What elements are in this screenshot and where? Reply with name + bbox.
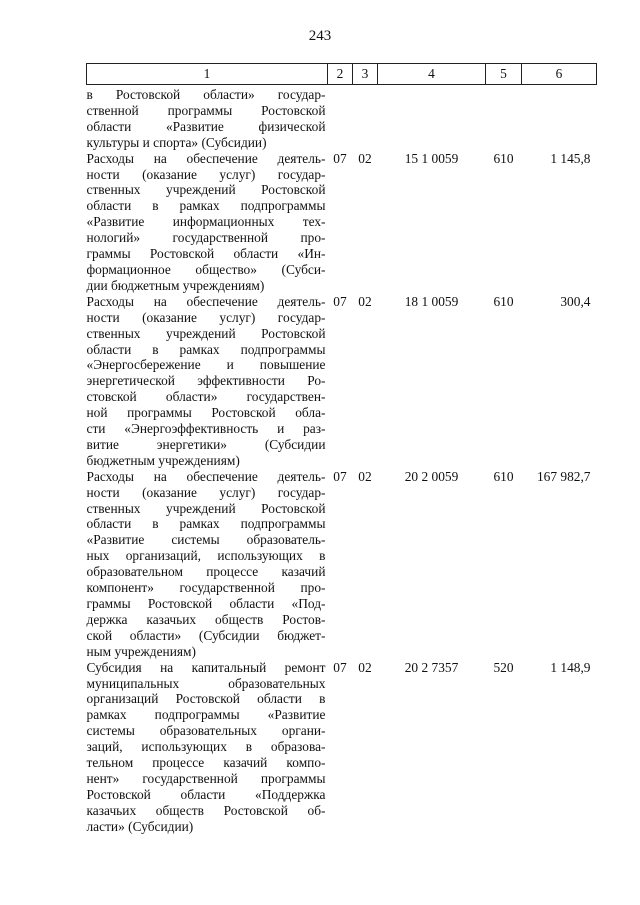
description-line: ской области» (Субсидии бюджет- <box>86 627 326 643</box>
amount: 1 145,8 <box>550 150 591 166</box>
expense-type-code: 610 <box>493 150 514 166</box>
column-header-2: 2 <box>328 64 353 85</box>
description-line: витие энергетики» (Субсидии <box>86 436 326 452</box>
table-body <box>87 85 597 835</box>
description-line: казачьих обществ Ростовской об- <box>86 802 326 818</box>
subsection-code: 02 <box>358 150 372 166</box>
target-item-code <box>378 85 486 151</box>
table-row <box>87 469 597 660</box>
amount: 1 148,9 <box>550 659 591 675</box>
description-line: Ростовской области «Поддержка <box>86 786 326 802</box>
row-description <box>87 85 328 151</box>
subsection-code: 02 <box>358 468 372 484</box>
expense-type-code <box>486 85 522 151</box>
subsection-code: 02 <box>358 659 372 675</box>
description-line: Расходы на обеспечение деятель- <box>86 293 326 309</box>
section-code: 07 <box>333 293 347 309</box>
description-line: заций, использующих в образова- <box>86 739 326 755</box>
subsection-code <box>353 85 378 151</box>
target-item-code: 20 2 0059 <box>404 468 459 484</box>
description-line: стовской области» государствен- <box>86 389 326 405</box>
column-header-4: 4 <box>378 64 486 85</box>
description-line: муниципальных образовательных <box>86 675 326 691</box>
description-line: ственных учреждений Ростовской <box>86 325 326 341</box>
column-header-6: 6 <box>522 64 597 85</box>
description-line: области в рамках подпрограммы <box>86 516 326 532</box>
target-item-code: 18 1 0059 <box>404 293 459 309</box>
header-row <box>87 64 597 85</box>
row-description <box>87 151 328 294</box>
target-item-code: 20 2 7357 <box>404 659 459 675</box>
row-description <box>87 469 328 660</box>
description-line: Расходы на обеспечение деятель- <box>86 150 326 166</box>
description-line: нент» государственной программы <box>86 770 326 786</box>
description-line: граммы Ростовской области «Под- <box>86 596 326 611</box>
description-line: организаций Ростовской области в <box>86 691 326 707</box>
column-header-5: 5 <box>486 64 522 85</box>
description-line: образовательном процессе казачий <box>86 564 326 580</box>
description-line: ной программы Ростовской обла- <box>86 405 326 421</box>
description-line: области в рамках подпрограммы <box>86 341 326 357</box>
section-code: 07 <box>333 659 347 675</box>
description-line: энергетической эффективности Ро- <box>86 373 326 389</box>
description-line: тельном процессе казачий компо- <box>86 755 326 771</box>
description-line: граммы Ростовской области «Ин- <box>86 246 326 262</box>
description-line: «Развитие информационных тех- <box>86 214 326 230</box>
amount: 300,4 <box>560 293 591 309</box>
description-line: области в рамках подпрограммы <box>86 198 326 214</box>
description-line: Расходы на обеспечение деятель- <box>86 468 326 484</box>
description-line: рамках подпрограммы «Развитие <box>86 707 326 723</box>
description-line: «Энергосбережение и повышение <box>86 357 326 373</box>
description-line: ственных учреждений Ростовской <box>86 182 326 198</box>
subsection-code: 02 <box>358 293 372 309</box>
description-line: компонент» государственной про- <box>86 580 326 596</box>
section-code: 07 <box>333 468 347 484</box>
description-line: «Развитие системы образователь- <box>86 532 326 548</box>
table-row <box>87 85 597 151</box>
description-line: Субсидия на капитальный ремонт <box>86 659 326 675</box>
description-line: ственной программы Ростовской <box>86 102 326 118</box>
expense-type-code: 520 <box>493 659 514 675</box>
column-header-3: 3 <box>353 64 378 85</box>
target-item-code: 15 1 0059 <box>404 150 459 166</box>
description-line: ности (оказание услуг) государ- <box>86 309 326 325</box>
amount: 167 982,7 <box>536 468 591 484</box>
table-row <box>87 660 597 835</box>
description-line: бюджетным учреждениям) <box>86 452 240 468</box>
description-line: ности (оказание услуг) государ- <box>86 484 326 500</box>
description-line: ственных учреждений Ростовской <box>86 500 326 516</box>
budget-table <box>86 63 597 835</box>
expense-type-code: 610 <box>493 293 514 309</box>
row-description <box>87 660 328 835</box>
expense-type-code: 610 <box>493 468 514 484</box>
description-line: держка казачьих обществ Ростов- <box>86 611 326 627</box>
table-row <box>87 294 597 469</box>
description-line: в Ростовской области» государ- <box>86 87 326 102</box>
description-line: нологий» государственной про- <box>86 230 326 246</box>
description-line: ным учреждениям) <box>86 643 196 659</box>
description-line: ных организаций, использующих в <box>86 548 326 564</box>
table-row <box>87 151 597 294</box>
description-line: ности (оказание услуг) государ- <box>86 166 326 182</box>
description-line: культуры и спорта» (Субсидии) <box>86 134 267 150</box>
description-line: системы образовательных органи- <box>86 723 326 739</box>
amount <box>522 85 597 151</box>
description-line: области «Развитие физической <box>86 118 326 134</box>
description-line: сти «Энергоэффективность и раз- <box>86 421 326 437</box>
page-number: 243 <box>308 28 332 44</box>
description-line: ласти» (Субсидии) <box>86 818 194 834</box>
description-line: формационное общество» (Субси- <box>86 261 326 277</box>
row-description <box>87 294 328 469</box>
description-line: дии бюджетным учреждениям) <box>86 277 265 293</box>
section-code: 07 <box>333 150 347 166</box>
column-header-1: 1 <box>87 64 328 85</box>
section-code <box>328 85 353 151</box>
